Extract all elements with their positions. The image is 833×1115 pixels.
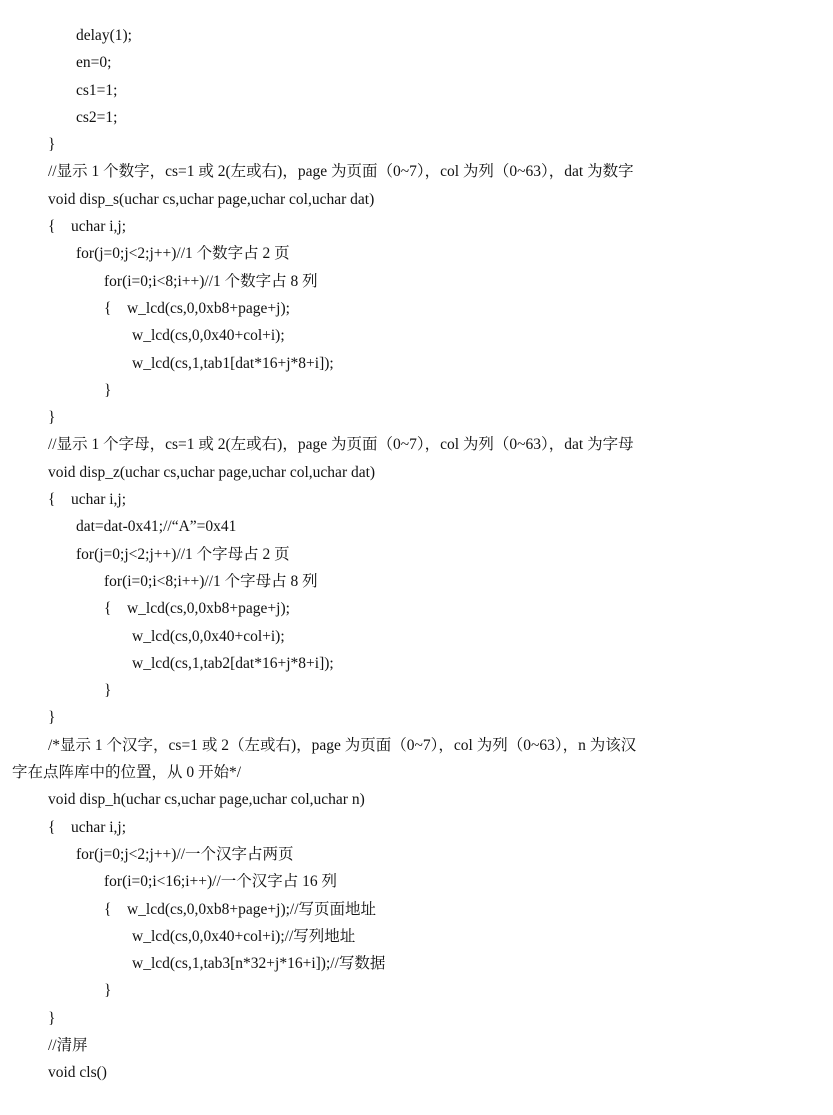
- code-line: { uchar i,j;: [48, 491, 127, 509]
- code-line: w_lcd(cs,1,tab2[dat*16+j*8+i]);: [132, 654, 334, 672]
- code-line: }: [104, 682, 112, 700]
- code-line: 字在点阵库中的位置，从 0 开始*/: [12, 764, 242, 782]
- code-line: w_lcd(cs,0,0x40+col+i);: [132, 327, 285, 345]
- code-line: w_lcd(cs,0,0x40+col+i);//写列地址: [132, 927, 356, 945]
- code-line: for(j=0;j<2;j++)//1 个数字占 2 页: [76, 245, 290, 263]
- code-line: //显示 1 个字母，cs=1 或 2(左或右)，page 为页面（0~7），col 为列（0~63），dat 为字母: [48, 436, 634, 454]
- code-line: for(i=0;i<8;i++)//1 个字母占 8 列: [104, 572, 318, 590]
- code-line: }: [48, 409, 56, 427]
- code-line: dat=dat-0x41;//“A”=0x41: [76, 518, 237, 536]
- code-line: }: [48, 136, 56, 154]
- code-line: void disp_h(uchar cs,uchar page,uchar col,uchar n): [48, 791, 365, 809]
- code-line: w_lcd(cs,0,0x40+col+i);: [132, 627, 285, 645]
- code-line: { w_lcd(cs,0,0xb8+page+j);: [104, 600, 290, 618]
- code-line: for(i=0;i<8;i++)//1 个数字占 8 列: [104, 272, 318, 290]
- code-line: for(j=0;j<2;j++)//一个汉字占两页: [76, 845, 294, 863]
- code-line: //清屏: [48, 1036, 88, 1054]
- code-line: for(j=0;j<2;j++)//1 个字母占 2 页: [76, 545, 290, 563]
- code-line: { w_lcd(cs,0,0xb8+page+j);: [104, 299, 290, 317]
- code-line: for(i=0;i<16;i++)//一个汉字占 16 列: [104, 873, 338, 891]
- code-line: //显示 1 个数字，cs=1 或 2(左或右)，page 为页面（0~7），col 为列（0~63），dat 为数字: [48, 163, 634, 181]
- code-line: { uchar i,j;: [48, 818, 127, 836]
- code-line: w_lcd(cs,1,tab3[n*32+j*16+i]);//写数据: [132, 955, 386, 973]
- code-line: cs2=1;: [76, 108, 118, 126]
- code-line: /*显示 1 个汉字，cs=1 或 2（左或右)，page 为页面（0~7），col 为列（0~63），n 为该汉: [48, 736, 637, 754]
- code-line: en=0;: [76, 54, 112, 72]
- code-line: void disp_z(uchar cs,uchar page,uchar col,uchar dat): [48, 463, 376, 481]
- code-line: void disp_s(uchar cs,uchar page,uchar col,uchar dat): [48, 190, 375, 208]
- code-line: }: [48, 1009, 56, 1027]
- code-line: { w_lcd(cs,0,0xb8+page+j);//写页面地址: [104, 900, 377, 918]
- code-listing: [0, 22, 833, 1087]
- code-line: cs1=1;: [76, 81, 118, 99]
- code-line: w_lcd(cs,1,tab1[dat*16+j*8+i]);: [132, 354, 334, 372]
- code-line: }: [48, 709, 56, 727]
- code-line: }: [104, 381, 112, 399]
- code-line: }: [104, 982, 112, 1000]
- code-line: delay(1);: [76, 27, 132, 44]
- code-line: void cls(): [48, 1064, 107, 1082]
- code-line: { uchar i,j;: [48, 218, 127, 236]
